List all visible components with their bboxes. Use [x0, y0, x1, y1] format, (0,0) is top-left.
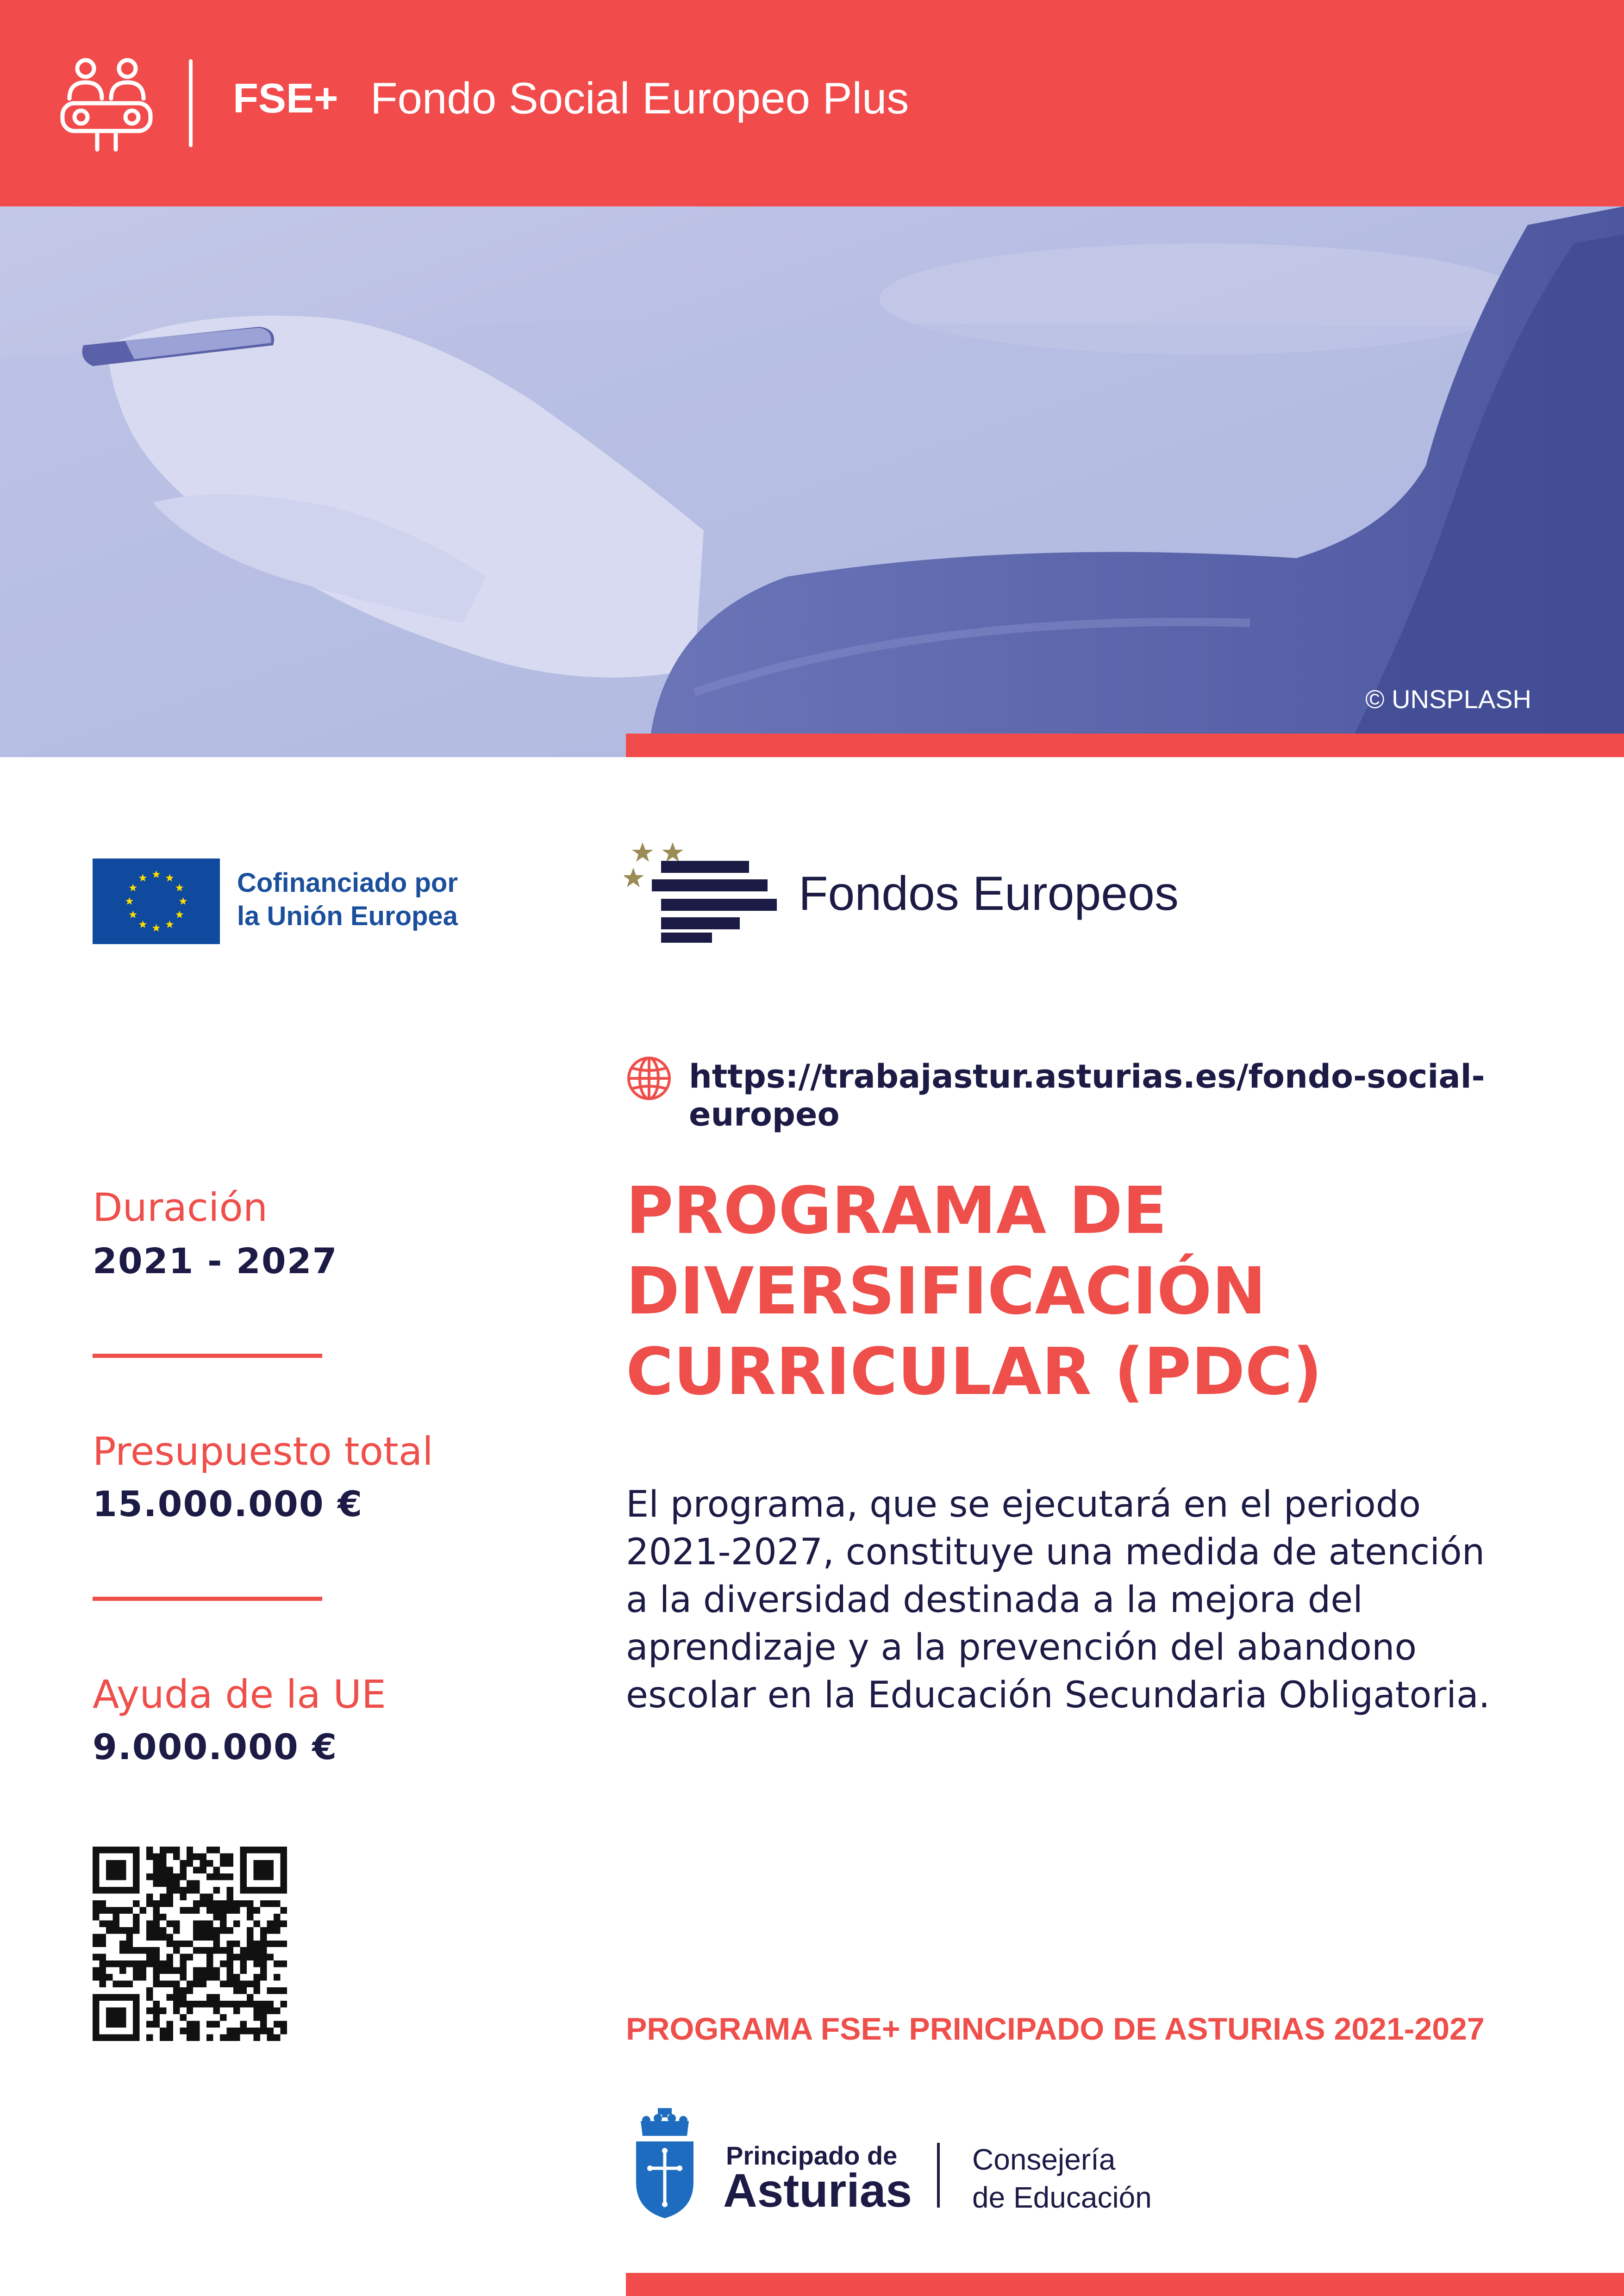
qr-code[interactable] [93, 1847, 287, 2041]
eu-label-line1: Cofinanciado por [237, 868, 458, 898]
description-line: 2021-2027, constituye una medida de atención [626, 1531, 1485, 1573]
fondos-europeos-logo [624, 842, 777, 944]
header-title: Fondo Social Europeo Plus [370, 74, 909, 123]
people-group-icon [58, 55, 155, 152]
photo-credit: © UNSPLASH [1365, 684, 1531, 714]
eu-aid-label: Ayuda de la UE [93, 1672, 386, 1717]
asturias-label: Asturias [723, 2164, 912, 2217]
duration-value: 2021 - 2027 [93, 1240, 338, 1282]
program-title-line: PROGRAMA DE [626, 1173, 1167, 1249]
eu-aid-value: 9.000.000 € [93, 1726, 338, 1767]
program-footer-label: PROGRAMA FSE+ PRINCIPADO DE ASTURIAS 2021-2027 [626, 2011, 1485, 2047]
description-line: a la diversidad destinada a la mejora del [626, 1579, 1363, 1621]
program-title [626, 1171, 1505, 1412]
bottom-accent-bar [626, 2273, 1624, 2296]
principado-label: Principado de [726, 2141, 898, 2170]
program-title-line: CURRICULAR (PDC) [626, 1334, 1323, 1410]
program-title-line: DIVERSIFICACIÓN [626, 1254, 1266, 1329]
stat-divider [93, 1354, 322, 1358]
consejeria-label [972, 2140, 1152, 2216]
consejeria-line2: de Educación [972, 2181, 1152, 2214]
description-line: escolar en la Educación Secundaria Obligatoria. [626, 1674, 1490, 1716]
header-abbreviation: FSE+ [233, 75, 338, 122]
footer-divider [937, 2143, 940, 2208]
fondos-europeos-label: Fondos Europeos [799, 867, 1179, 921]
total-budget-label: Presupuesto total [93, 1429, 433, 1474]
duration-label: Duración [93, 1185, 268, 1230]
eu-cofinancing-label [237, 866, 458, 933]
asturias-shield-icon [632, 2108, 697, 2219]
globe-icon [626, 1055, 672, 1101]
description-line: El programa, que se ejecutará en el periodo [626, 1484, 1421, 1525]
program-description [626, 1481, 1505, 1719]
consejeria-line1: Consejería [972, 2143, 1116, 2176]
accent-bar [626, 734, 1624, 757]
eu-flag-icon [93, 859, 220, 944]
website-link[interactable]: https://trabajastur.asturias.es/fondo-social-europeo [689, 1058, 1485, 1133]
header-divider [189, 59, 193, 147]
description-line: aprendizaje y a la prevención del abandono [626, 1627, 1417, 1668]
total-budget-value: 15.000.000 € [93, 1483, 363, 1524]
hero-photo [0, 206, 1624, 757]
eu-label-line2: la Unión Europea [237, 901, 458, 931]
stat-divider [93, 1597, 322, 1601]
